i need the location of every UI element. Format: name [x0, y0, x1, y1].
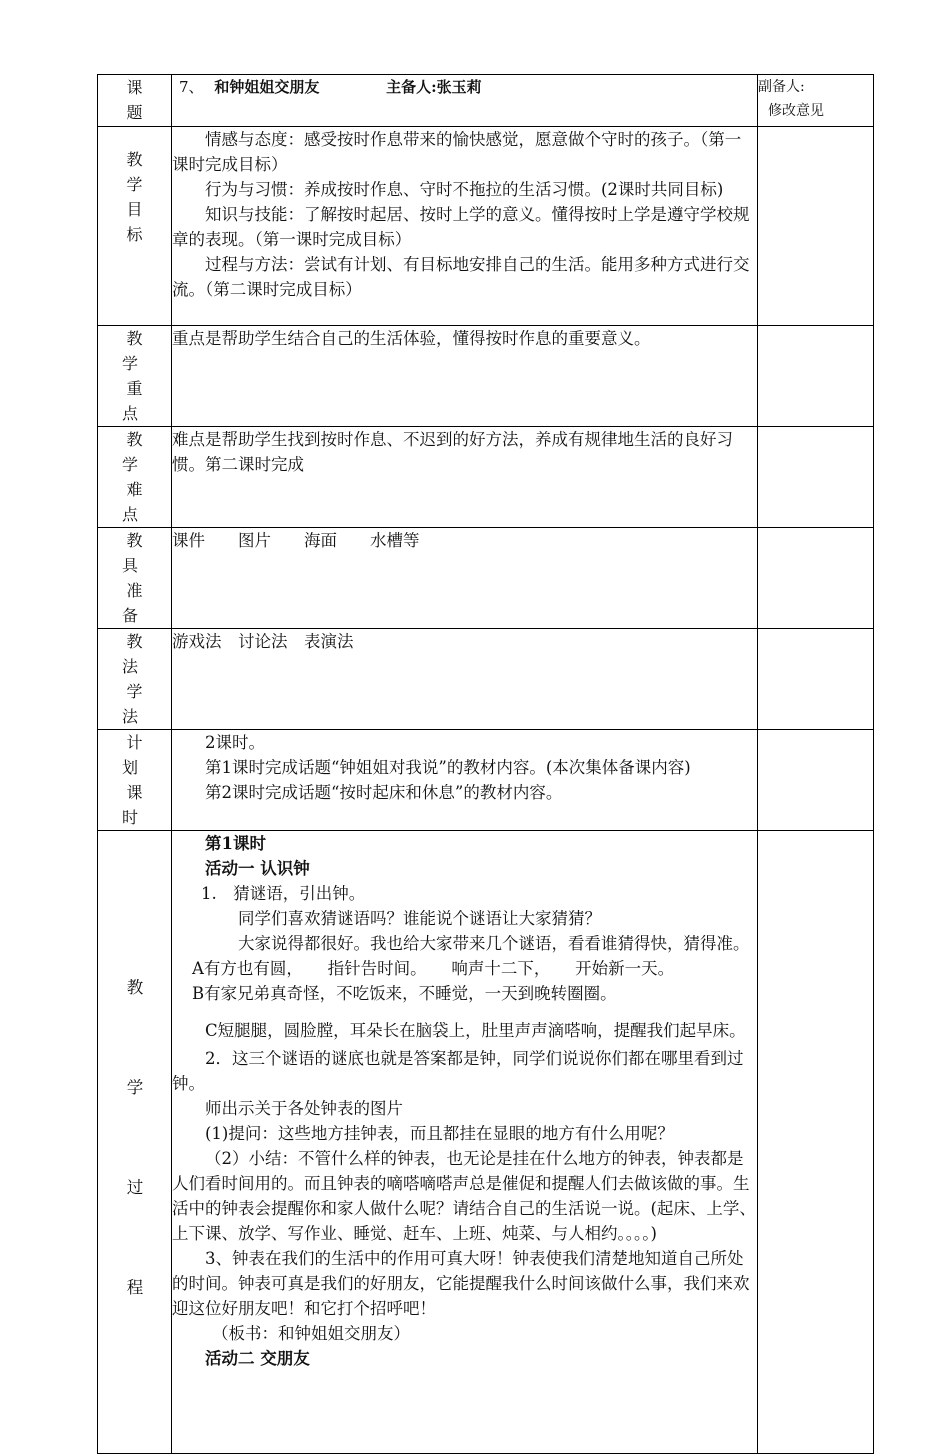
- lesson-plan-table: [97, 74, 874, 1454]
- goals-content: [172, 127, 758, 326]
- schedule-content: [172, 730, 758, 831]
- tools-label: [98, 528, 172, 629]
- difficulties-content: [172, 427, 758, 528]
- schedule-label-line-2: 课 时: [121, 783, 152, 827]
- methods-text: 游戏法 讨论法 表演法: [172, 632, 354, 651]
- key-points-text: 重点是帮助学生结合自己的生活体验，懂得按时作息的重要意义。: [172, 329, 651, 348]
- assistant-preparer: 副备人:: [758, 79, 805, 95]
- process-row: [98, 831, 874, 1454]
- difficulties-row: [98, 427, 874, 528]
- tools-side: [758, 528, 874, 629]
- activity-1-heading: 活动一 认识钟: [205, 859, 310, 878]
- summary: （2）小结：不管什么样的钟表，也无论是挂在什么地方的钟表，钟表都是人们看时间用的。而且钟表的嘀嗒嘀嗒声总是催促和提醒人们去做该做的事。生活中的钟表会提醒你和家人做什么呢？请结合自己的生活说一说。(起床、上学、上下课、放学、写作业、睡觉、赶车、上班、炖菜、与人相约。。。。): [172, 1149, 756, 1243]
- goals-row: [98, 127, 874, 326]
- goal-emotion: 情感与态度：感受按时作息带来的愉快感觉，愿意做个守时的孩子。（第一课时完成目标）: [172, 130, 742, 174]
- topic-label-line-2: 题: [126, 103, 143, 122]
- goal-knowledge: 知识与技能：了解按时起居、按时上学的意义。懂得按时上学是遵守学校规章的表现。（第一课时完成目标）: [172, 205, 750, 249]
- side-header-cell: [758, 75, 874, 127]
- process-side: [758, 831, 874, 1454]
- methods-label-line-2: 学 法: [121, 682, 152, 726]
- schedule-line-3: 第2课时完成话题“按时起床和休息”的教材内容。: [205, 783, 563, 802]
- process-label-char-4: 程: [126, 1278, 144, 1297]
- goal-process: 过程与方法：尝试有计划、有目标地安排自己的生活。能用多种方式进行交流。（第二课时完成目标）: [172, 255, 750, 299]
- riddle-question-1: 同学们喜欢猜谜语吗？谁能说个谜语让大家猜猜？: [238, 909, 601, 928]
- difficulties-label-line-2: 难 点: [121, 480, 152, 524]
- riddle-b: B有家兄弟真奇怪，不吃饭来，不睡觉，一天到晚转圈圈。: [192, 984, 617, 1003]
- riddle-question-2: 大家说得都很好。我也给大家带来几个谜语，看看谁猜得快，猜得准。: [238, 934, 750, 953]
- key-points-side: [758, 326, 874, 427]
- schedule-line-2: 第1课时完成话题“钟姐姐对我说”的教材内容。(本次集体备课内容): [205, 758, 691, 777]
- schedule-label: [98, 730, 172, 831]
- step-3: 3、钟表在我们的生活中的作用可真大呀！钟表使我们清楚地知道自己所处的时间。钟表可真是我们的好朋友，它能提醒我什么时间该做什么事，我们来欢迎这位好朋友吧！和它打个招呼吧！: [172, 1249, 750, 1318]
- difficulties-label-line-1: 教 学: [121, 430, 152, 474]
- goals-label-char-3: 目: [126, 200, 143, 219]
- show-pictures: 师出示关于各处钟表的图片: [205, 1099, 403, 1118]
- goals-label-char-2: 学: [126, 175, 143, 194]
- goals-label-char-1: 教: [126, 150, 143, 169]
- header-row: [98, 75, 874, 127]
- key-points-label-line-2: 重 点: [121, 379, 152, 423]
- lesson-heading: 第1课时: [205, 834, 266, 853]
- tools-row: [98, 528, 874, 629]
- methods-label-line-1: 教 法: [121, 632, 152, 676]
- topic-label: [98, 75, 172, 127]
- process-label-char-3: 过: [126, 1178, 144, 1197]
- tools-content: [172, 528, 758, 629]
- lesson-number: 7、: [179, 78, 204, 96]
- key-points-label: [98, 326, 172, 427]
- process-label-char-2: 学: [126, 1078, 144, 1097]
- revision-notes-label: 修改意见: [768, 103, 824, 119]
- process-label-char-1: 教: [126, 978, 144, 997]
- process-label: [98, 831, 172, 1454]
- goals-label: [98, 127, 172, 326]
- step-1: 1. 猜谜语，引出钟。: [201, 884, 366, 903]
- topic-cell: [172, 75, 758, 127]
- goals-side: [758, 127, 874, 326]
- tools-text: 课件 图片 海面 水槽等: [172, 531, 420, 550]
- difficulties-text: 难点是帮助学生找到按时作息、不迟到的好方法，养成有规律地生活的良好习惯。第二课时完成: [172, 430, 733, 474]
- schedule-line-1: 2课时。: [205, 733, 265, 752]
- methods-label: [98, 629, 172, 730]
- process-content: [172, 831, 758, 1454]
- schedule-row: [98, 730, 874, 831]
- question-ask: (1)提问：这些地方挂钟表，而且都挂在显眼的地方有什么用呢？: [205, 1124, 674, 1143]
- methods-row: [98, 629, 874, 730]
- methods-side: [758, 629, 874, 730]
- lesson-title: 和钟姐姐交朋友: [214, 78, 320, 96]
- difficulties-label: [98, 427, 172, 528]
- goal-behavior: 行为与习惯：养成按时作息、守时不拖拉的生活习惯。(2课时共同目标): [205, 180, 724, 199]
- key-points-row: [98, 326, 874, 427]
- step-2: 2．这三个谜语的谜底也就是答案都是钟，同学们说说你们都在哪里看到过钟。: [172, 1049, 744, 1093]
- methods-content: [172, 629, 758, 730]
- riddle-a: A有方也有圆， 指针告时间。 响声十二下， 开始新一天。: [192, 959, 675, 978]
- tools-label-line-1: 教 具: [121, 531, 152, 575]
- preparer: 主备人:张玉莉: [386, 78, 482, 96]
- topic-label-line-1: 课: [126, 78, 143, 97]
- board-note: （板书：和钟姐姐交朋友）: [212, 1324, 410, 1343]
- riddle-c: C短腿腿，圆脸膛，耳朵长在脑袋上，肚里声声滴嗒响，提醒我们起早床。: [205, 1021, 746, 1040]
- difficulties-side: [758, 427, 874, 528]
- goals-label-char-4: 标: [126, 225, 143, 244]
- key-points-label-line-1: 教 学: [121, 329, 152, 373]
- activity-2-heading: 活动二 交朋友: [205, 1349, 310, 1368]
- schedule-side: [758, 730, 874, 831]
- tools-label-line-2: 准 备: [121, 581, 152, 625]
- schedule-label-line-1: 计 划: [121, 733, 152, 777]
- key-points-content: [172, 326, 758, 427]
